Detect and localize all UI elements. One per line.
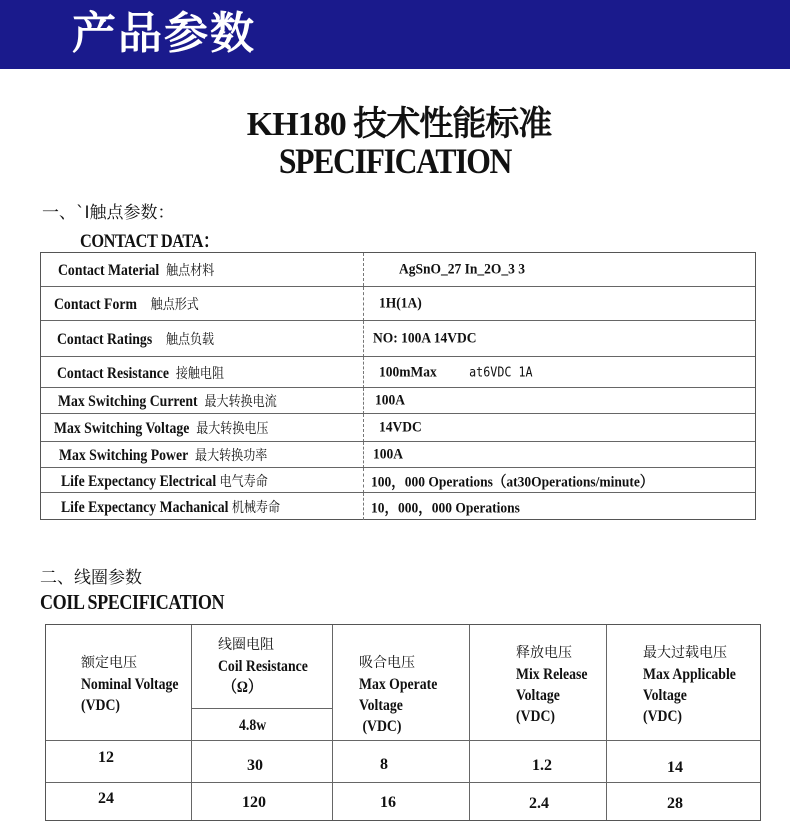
row-value: 14VDC: [379, 419, 422, 436]
column-header-max-operate-voltage: 吸合电压 Max Operate Voltage (VDC): [359, 655, 438, 735]
document-title: KH180 技术性能标准: [246, 106, 552, 143]
row-label: Max Switching Power 最大转换功率: [59, 447, 268, 464]
column-header-max-applicable-voltage: 最大过载电压 Max Applicable Voltage (VDC): [643, 645, 736, 725]
column-header-coil-resistance: 线圈电阻 Coil Resistance （Ω）: [218, 637, 308, 696]
cell-nominal-voltage: 24: [98, 790, 114, 807]
column-header-nominal-voltage: 额定电压 Nominal Voltage (VDC): [81, 655, 179, 714]
row-label: Life Expectancy Electrical 电气寿命: [61, 472, 268, 490]
row-value: 100A: [373, 446, 404, 463]
row-value: 1H(1A): [379, 295, 422, 312]
row-label: Max Switching Voltage 最大转换电压: [54, 420, 269, 437]
banner-title: 产品参数: [72, 8, 256, 59]
coil-resistance-subheader: 4.8w: [239, 717, 267, 734]
row-value: 100mMax at6VDC 1A: [379, 364, 533, 380]
row-value: 100，000 Operations（at30Operations/minute）: [371, 474, 654, 490]
row-label: Contact Material 触点材料: [58, 261, 215, 279]
table-row: [41, 441, 755, 468]
row-value: 10，000，000 Operations: [371, 500, 520, 516]
row-label: Contact Form 触点形式: [54, 296, 199, 313]
row-value: 100A: [375, 392, 406, 409]
table-row: [41, 413, 755, 442]
coil-spec-table: [45, 624, 761, 821]
row-value: AgSnO_27 In_2O_3 3: [399, 261, 526, 277]
table-row: [41, 387, 755, 414]
cell-max-applicable-voltage: 14: [667, 759, 683, 776]
cell-max-applicable-voltage: 28: [667, 795, 683, 812]
cell-release-voltage: 2.4: [529, 795, 549, 812]
coil-heading-cn: 二、线圈参数: [40, 568, 142, 588]
cell-coil-resistance: 30: [247, 757, 263, 774]
table-row: [41, 356, 755, 388]
row-label: Max Switching Current 最大转换电流: [58, 393, 277, 410]
contact-heading-cn: 一、`I触点参数：: [42, 203, 175, 223]
row-label: Life Expectancy Machanical 机械寿命: [61, 498, 280, 516]
table-row: [41, 467, 755, 493]
row-value: NO: 100A 14VDC: [373, 330, 477, 347]
cell-nominal-voltage: 12: [98, 749, 114, 766]
table-row: [41, 286, 755, 321]
contact-data-table: [40, 252, 756, 520]
row-label: Contact Ratings 触点负载: [57, 331, 215, 348]
table-row: [41, 253, 755, 286]
cell-operate-voltage: 8: [380, 756, 388, 773]
header-banner: [0, 0, 790, 69]
table-row: [41, 320, 755, 357]
cell-operate-voltage: 16: [380, 794, 396, 811]
cell-release-voltage: 1.2: [532, 757, 552, 774]
coil-heading-en: COIL SPECIFICATION: [40, 590, 225, 614]
table-row: [41, 492, 755, 520]
contact-heading-en: CONTACT DATA：: [80, 231, 219, 252]
column-header-release-voltage: 释放电压 Mix Release Voltage (VDC): [516, 645, 588, 725]
document-subtitle: SPECIFICATION: [278, 141, 512, 181]
row-label: Contact Resistance 接触电阻: [57, 364, 225, 382]
cell-coil-resistance: 120: [242, 794, 266, 811]
